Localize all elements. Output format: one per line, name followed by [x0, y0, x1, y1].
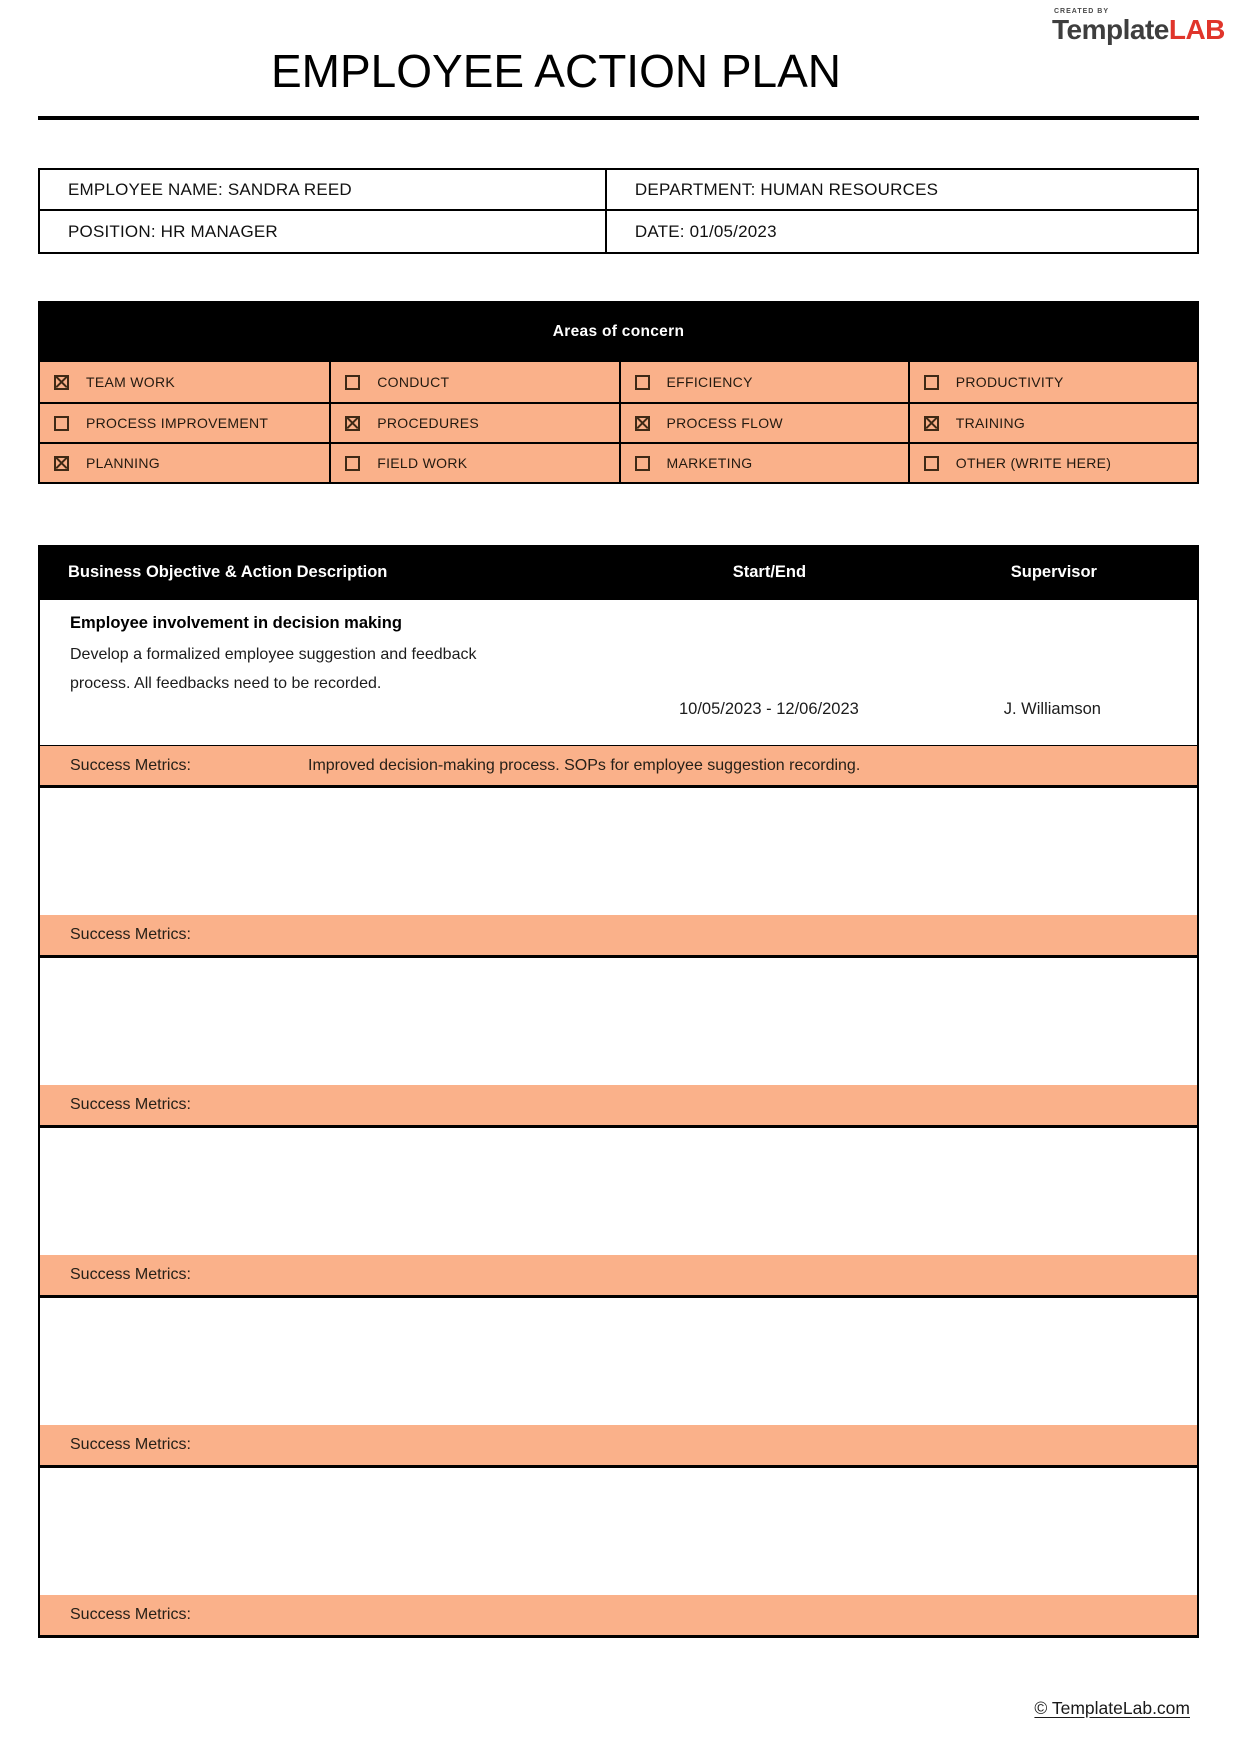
empty-entry-area — [40, 788, 1197, 915]
templatelab-logo — [1052, 8, 1225, 44]
templatelab-footer-link[interactable]: © TemplateLab.com — [1034, 1698, 1190, 1718]
logo-brand-text — [1052, 14, 1225, 45]
area-cell-productivity — [908, 362, 1197, 402]
field-work-checkbox[interactable] — [345, 456, 360, 471]
logo-created-by-label: CREATED BY — [1054, 8, 1109, 15]
area-label: EFFICIENCY — [666, 374, 753, 390]
area-label: PROCESS FLOW — [666, 415, 783, 431]
footer — [1034, 1698, 1190, 1719]
area-cell-other — [908, 442, 1197, 482]
info-row-1 — [40, 170, 1197, 211]
supervisor-column-header: Supervisor — [1010, 563, 1097, 581]
position-field: POSITION: HR MANAGER — [40, 211, 607, 252]
area-label: OTHER (WRITE HERE) — [955, 455, 1112, 471]
success-metrics-row — [40, 745, 1197, 788]
area-label: PROCEDURES — [377, 415, 480, 431]
area-cell-marketing — [619, 442, 908, 482]
empty-entry-area — [40, 1468, 1197, 1595]
action-plan-table — [38, 545, 1199, 1638]
team-work-checkbox[interactable] — [54, 375, 69, 390]
empty-entry-area — [40, 1298, 1197, 1425]
action-table-body — [38, 600, 1199, 1638]
empty-entry-area — [40, 1128, 1197, 1255]
logo-brand-accent: LAB — [1168, 14, 1225, 45]
objective-description: Develop a formalized employee suggestion and feedback process. All feedbacks need to be recorded. — [70, 646, 477, 692]
action-table-header — [38, 545, 1199, 600]
planning-checkbox[interactable] — [54, 456, 69, 471]
process-flow-checkbox[interactable] — [635, 416, 650, 431]
logo-brand-primary: Template — [1052, 14, 1169, 45]
success-metrics-row — [40, 1595, 1197, 1638]
procedures-checkbox[interactable] — [345, 416, 360, 431]
objective-column-header: Business Objective & Action Description — [68, 563, 388, 581]
areas-of-concern-header: Areas of concern — [38, 301, 1199, 362]
other-checkbox[interactable] — [924, 456, 939, 471]
area-label: PROCESS IMPROVEMENT — [86, 415, 269, 431]
action-entry-row — [40, 600, 1197, 745]
empty-entry-area — [40, 958, 1197, 1085]
efficiency-checkbox[interactable] — [635, 375, 650, 390]
employee-name-field: EMPLOYEE NAME: SANDRA REED — [40, 170, 607, 209]
success-metrics-row — [40, 1255, 1197, 1298]
area-cell-conduct — [329, 362, 618, 402]
employee-info-table — [38, 168, 1199, 254]
start-end-column-header: Start/End — [732, 563, 807, 581]
areas-of-concern-grid — [38, 362, 1199, 484]
marketing-checkbox[interactable] — [635, 456, 650, 471]
date-field: DATE: 01/05/2023 — [634, 221, 777, 241]
success-metrics-label: Success Metrics: — [70, 1266, 191, 1283]
success-metrics-label: Success Metrics: — [70, 1096, 191, 1113]
info-row-2 — [40, 211, 1197, 252]
start-end-cell — [630, 600, 908, 745]
process-improvement-checkbox[interactable] — [54, 416, 69, 431]
area-cell-field-work — [329, 442, 618, 482]
success-metrics-label: Success Metrics: — [70, 1436, 191, 1453]
conduct-checkbox[interactable] — [345, 375, 360, 390]
area-cell-training — [908, 402, 1197, 442]
success-metrics-row — [40, 1425, 1197, 1468]
success-metrics-row — [40, 1085, 1197, 1128]
success-metrics-value: Improved decision-making process. SOPs for employee suggestion recording. — [308, 756, 861, 774]
area-label: MARKETING — [666, 455, 753, 471]
area-cell-process-flow — [619, 402, 908, 442]
area-cell-process-improvement — [40, 402, 329, 442]
success-metrics-row — [40, 915, 1197, 958]
department-field: DEPARTMENT: HUMAN RESOURCES — [634, 179, 939, 199]
area-label: TEAM WORK — [86, 374, 176, 390]
productivity-checkbox[interactable] — [924, 375, 939, 390]
success-metrics-label: Success Metrics: — [70, 756, 191, 774]
success-metrics-label: Success Metrics: — [70, 926, 191, 943]
start-end-value: 10/05/2023 - 12/06/2023 — [678, 700, 859, 718]
training-checkbox[interactable] — [924, 416, 939, 431]
supervisor-value: J. Williamson — [1003, 700, 1101, 718]
page-title: EMPLOYEE ACTION PLAN — [270, 45, 842, 97]
area-label: PLANNING — [86, 455, 160, 471]
areas-of-concern-section — [38, 301, 1199, 484]
success-metrics-label: Success Metrics: — [70, 1606, 191, 1623]
area-label: PRODUCTIVITY — [955, 374, 1064, 390]
objective-title: Employee involvement in decision making — [70, 614, 402, 632]
title-divider — [38, 116, 1199, 120]
area-cell-planning — [40, 442, 329, 482]
area-cell-team-work — [40, 362, 329, 402]
objective-cell — [40, 600, 630, 745]
supervisor-cell — [908, 600, 1197, 745]
area-label: FIELD WORK — [377, 455, 468, 471]
area-label: TRAINING — [955, 415, 1026, 431]
area-cell-procedures — [329, 402, 618, 442]
area-cell-efficiency — [619, 362, 908, 402]
area-label: CONDUCT — [377, 374, 450, 390]
